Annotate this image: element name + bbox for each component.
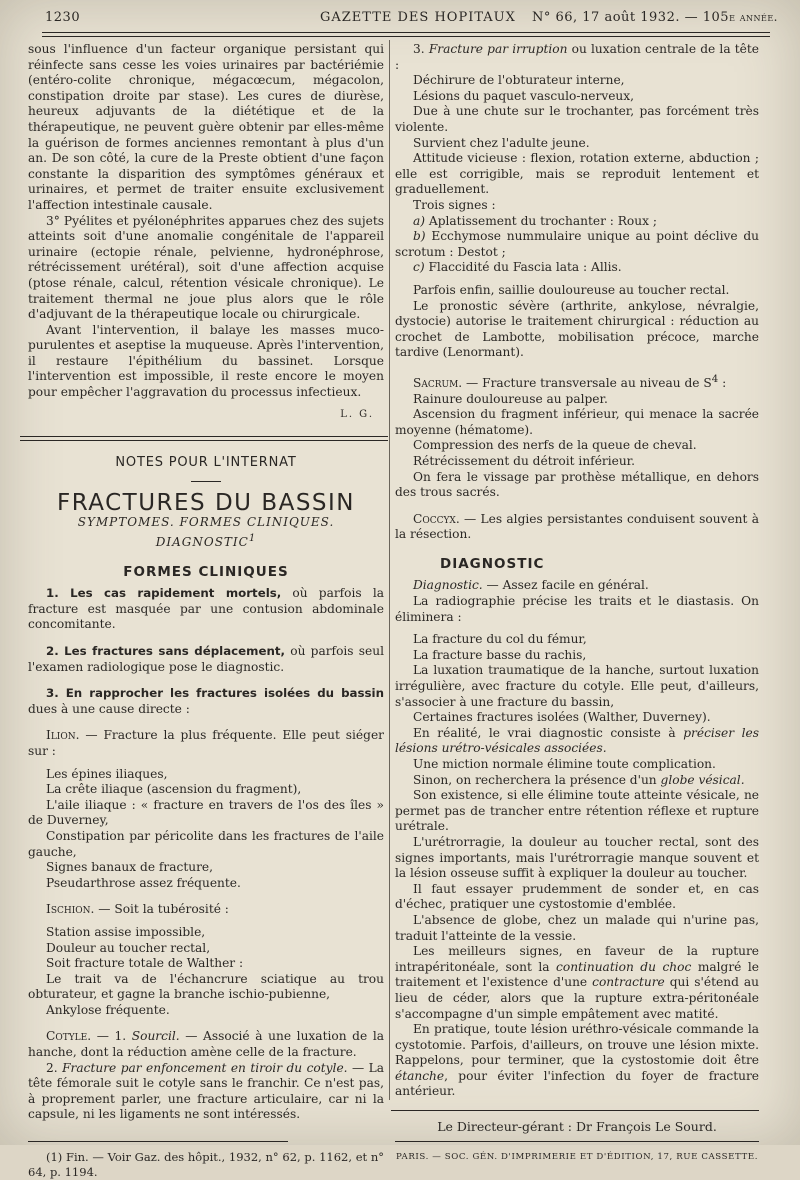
paragraph	[28, 728, 384, 759]
paragraph-text: 3.	[413, 42, 429, 56]
list-line: Rétrécissement du détroit inférieur.	[413, 453, 636, 468]
list-line: Le trait va de l'échancrure sciatique au trou obturateur, et gagne la branche ischio-pubienne,	[28, 971, 384, 1002]
paragraph	[395, 773, 759, 789]
italic-term: contracture	[592, 975, 665, 990]
item-lead: 1. Les cas rapidement mortels,	[46, 586, 282, 601]
paragraph	[395, 1022, 759, 1100]
author-signature: L. G.	[340, 408, 374, 420]
page-number: 1230	[45, 10, 81, 25]
list-label: b)	[413, 229, 426, 244]
item-lead: 3. En rapprocher les fractures isolées du bassin	[46, 686, 384, 701]
italic-term: Fracture par enfoncement en tiroir du cotyle.	[62, 1060, 348, 1075]
paragraph: Il faut essayer prudemment de sonder et, en cas d'échec, pratiquer une cystostomie d'emblée.	[395, 881, 759, 912]
column-separator	[389, 40, 390, 1100]
printer-line: PARIS. — SOC. GÉN. D'IMPRIMERIE ET D'ÉDITION, 17, RUE CASSETTE.	[395, 1151, 759, 1162]
section-kicker: NOTES POUR L'INTERNAT	[115, 455, 297, 471]
list-line: Les épines iliaques,	[46, 766, 168, 781]
subtitle-text: SYMPTOMES. FORMES CLINIQUES. DIAGNOSTIC	[77, 515, 335, 550]
paragraph-text: — 1.	[91, 1029, 132, 1044]
paragraph	[28, 1061, 384, 1123]
list-line	[395, 214, 759, 230]
paragraph-text: — Associé à une luxation de la hanche, dont la réduction amène celle de la fracture.	[28, 1029, 384, 1060]
list-line	[395, 260, 759, 276]
list-line: Due à une chute sur le trochanter, pas forcément très violente.	[395, 104, 759, 134]
issue-year-suffix: e année.	[729, 10, 778, 24]
bone-name: Coccyx.	[413, 511, 460, 526]
list-text: Ecchymose nummulaire unique au point déclive du scrotum : Destot ;	[395, 229, 759, 259]
paragraph-text: En pratique, toute lésion uréthro-vésicale commande la cystotomie. Parfois, d'ailleurs, on trouve une lésion mixte. Rappelons, pour terminer, que la cystostomie doit être	[395, 1022, 759, 1068]
list-line: Survient chez l'adulte jeune.	[413, 135, 590, 150]
list-label: a)	[413, 213, 426, 228]
paragraph: sous l'influence d'un facteur organique persistant qui réinfecte sans cesse les voies urinaires par bactériémie (entéro-colite chronique, mégacœcum, mégacolon, constipation droite par stase). Les cures de diurèse, heureux adjuvants de la diététique et de la thérapeutique, ne peuvent guère obtenir par elles-même la guérison de formes anciennes remontant à plus d'un an. De son côté, la cure de la Preste obtient d'une façon constante la disparition des symptômes généraux et urinaires, et permet de traiter ensuite exclusivement l'affection intestinale causale.	[28, 42, 384, 212]
page-header	[30, 10, 788, 32]
paragraph	[28, 902, 384, 918]
director-credit: Le Directeur-gérant : Dr François Le Sourd.	[437, 1119, 717, 1135]
paragraph	[395, 944, 759, 1022]
list-line: Ankylose fréquente.	[46, 1002, 170, 1017]
paragraph-text: — Les algies persistantes conduisent souvent à la résection.	[395, 511, 759, 542]
paragraph-text: — Fracture transversale au niveau de S	[462, 375, 712, 390]
bone-name: Cotyle.	[46, 1029, 92, 1044]
list-item	[28, 686, 384, 717]
italic-term: étanche	[395, 1068, 445, 1083]
italic-term: continuation du choc	[556, 959, 692, 974]
bone-name: Ilion.	[46, 728, 80, 743]
list-line: La fracture basse du rachis,	[413, 647, 587, 662]
section-divider	[20, 436, 388, 441]
footnote-marker: 1	[248, 533, 257, 545]
paragraph	[395, 372, 759, 392]
list-line: La fracture du col du fémur,	[413, 632, 587, 647]
article-subtitle	[28, 515, 384, 550]
issue-info	[532, 10, 778, 25]
paragraph: Parfois enfin, saillie douloureuse au toucher rectal.	[413, 282, 730, 297]
paragraph-text: — Fracture la plus fréquente. Elle peut siéger sur :	[28, 728, 384, 758]
italic-term: Diagnostic.	[413, 578, 483, 593]
list-item	[28, 644, 384, 675]
paragraph-text: — La tête fémorale suit le cotyle sans le franchir. Ce n'est pas, à proprement parler, une fracture articulaire, car ni la capsule, ni les ligaments ne sont intéressés.	[28, 1060, 384, 1122]
paragraph	[395, 512, 759, 543]
section-heading-formes: FORMES CLINIQUES	[123, 563, 289, 580]
list-line: Ascension du fragment inférieur, qui menace la sacrée moyenne (hématome).	[395, 407, 759, 437]
footnote: (1) Fin. — Voir Gaz. des hôpit., 1932, n° 62, p. 1162, et n° 64, p. 1194.	[28, 1150, 384, 1180]
italic-term: Sourcil.	[131, 1029, 180, 1044]
header-rule	[42, 32, 770, 33]
printer-rule	[395, 1141, 759, 1142]
paragraph-text: Sinon, on recherchera la présence d'un	[413, 772, 661, 787]
list-line: Attitude vicieuse : flexion, rotation externe, abduction ; elle est corrigible, mais se reproduit lentement et graduellement.	[395, 151, 759, 197]
paragraph	[28, 1029, 384, 1060]
list-line: La crête iliaque (ascension du fragment),	[46, 782, 302, 797]
paragraph-text: En réalité, le vrai diagnostic consiste à	[413, 725, 684, 740]
paragraph: L'absence de globe, chez un malade qui n'urine pas, traduit l'atteinte de la vessie.	[395, 912, 759, 943]
paragraph: Son existence, si elle élimine toute atteinte vésicale, ne permet pas de trancher entre rétention réflexe et rupture urétrale.	[395, 788, 759, 834]
list-line: Constipation par péricolite dans les fractures de l'aile gauche,	[28, 828, 384, 859]
paragraph: L'urétrorragie, la douleur au toucher rectal, sont des signes importants, mais l'urétrorragie manque souvent et la lésion osseuse suffit à expliquer la douleur au toucher.	[395, 834, 759, 881]
list-line: Soit fracture totale de Walther :	[46, 956, 244, 971]
item-text: dues à une cause directe :	[28, 701, 190, 716]
italic-term: préciser les lésions urétro-vésicales associées.	[395, 725, 759, 756]
short-rule	[191, 481, 221, 482]
paragraph-text: , pour éviter l'infection du foyer de fracture antérieur.	[395, 1068, 759, 1099]
footnote-rule	[28, 1141, 288, 1142]
paragraph: 3° Pyélites et pyélonéphrites apparues chez des sujets atteints soit d'une anomalie congénitale de l'appareil urinaire (ectopie rénale, pelvienne, hydronéphrose, rétrécissement urétéral), soit d'une affection acquise (ptose rénale, calcul, rétention vésicale chronique). Le traitement thermal ne joue plus alors que le rôle d'adjuvant de la thérapeutique locale ou chirurgicale.	[28, 213, 384, 322]
paragraph-text: qui s'étend au lieu de céder, alors que la rupture extra-péritonéale s'accompagne d'un simple empâtement avec matité.	[395, 975, 759, 1021]
list-line: L'aile iliaque : « fracture en travers de l'os des îles » de Duverney,	[28, 797, 384, 828]
list-line: Douleur au toucher rectal,	[46, 940, 211, 955]
closing-rule	[391, 1110, 759, 1111]
bone-name: Sacrum.	[413, 375, 463, 390]
list-line: On fera le vissage par prothèse métallique, en dehors des trous sacrés.	[395, 469, 759, 500]
list-line: Signes banaux de fracture,	[46, 860, 213, 875]
list-text: Flaccidité du Fascia lata : Allis.	[424, 260, 622, 275]
header-rule-thin	[42, 36, 770, 37]
paragraph-text: Les meilleurs signes, en faveur de la rupture intrapéritonéale, sont la	[395, 944, 759, 974]
list-line: Certaines fractures isolées (Walther, Duverney).	[413, 710, 711, 725]
left-column	[28, 42, 384, 1180]
list-item	[28, 586, 384, 633]
item-lead: 2. Les fractures sans déplacement,	[46, 644, 285, 658]
paragraph-text: malgré le traitement et l'existence d'une	[395, 959, 759, 990]
list-line: Lésions du paquet vasculo-nerveux,	[413, 88, 635, 103]
item-text: où parfois la fracture est masquée par une contusion abdominale concomitante.	[28, 586, 384, 632]
italic-term: Fracture par irruption	[428, 42, 568, 56]
superscript: 4	[711, 373, 719, 385]
list-text: Aplatissement du trochanter : Roux ;	[425, 213, 657, 228]
item-text: où parfois seul l'examen radiologique pose le diagnostic.	[28, 644, 385, 674]
list-line: Pseudarthrose assez fréquente.	[46, 875, 241, 890]
paragraph: La radiographie précise les traits et le diastasis. On éliminera :	[395, 594, 759, 624]
paragraph: Avant l'intervention, il balaye les masses muco-purulentes et aseptise la muqueuse. Après l'intervention, il restaure l'épithélium du bassinet. Lorsque l'intervention est impossible, il reste encore le moyen pour empêcher l'aggravation du processus infectieux.	[28, 322, 384, 400]
italic-term: globe vésical.	[660, 772, 745, 787]
paragraph-text: — Soit la tubérosité :	[94, 902, 229, 917]
paragraph-text: 2.	[46, 1060, 63, 1075]
list-line: Station assise impossible,	[46, 924, 206, 939]
paragraph	[395, 726, 759, 757]
paragraph	[395, 578, 759, 594]
journal-title: GAZETTE DES HOPITAUX	[320, 10, 516, 25]
section-heading-diagnostic: DIAGNOSTIC	[440, 555, 545, 572]
list-line: La luxation traumatique de la hanche, surtout luxation irrégulière, avec fracture du cotyle. Elle peut, d'ailleurs, s'associer à une fracture du bassin,	[395, 663, 759, 709]
right-column	[395, 42, 759, 1165]
paragraph-text: :	[718, 375, 727, 390]
paragraph-text: — Assez facile en général.	[482, 578, 649, 593]
issue-number-date: N° 66, 17 août 1932. — 105	[531, 10, 730, 25]
list-line	[395, 229, 759, 260]
list-line: Déchirure de l'obturateur interne,	[413, 73, 625, 88]
list-line: Rainure douloureuse au palper.	[413, 391, 608, 406]
list-line: Compression des nerfs de la queue de cheval.	[413, 438, 697, 453]
paragraph	[395, 42, 759, 73]
paragraph: Une miction normale élimine toute complication.	[413, 757, 716, 771]
bone-name: Ischion.	[46, 902, 95, 917]
article-title: FRACTURES DU BASSIN	[56, 489, 356, 516]
paragraph: Le pronostic sévère (arthrite, ankylose, névralgie, dystocie) autorise le traitement chirurgical : réduction au crochet de Lambotte, mobilisation précoce, marche tardive (Lenormant).	[395, 298, 759, 360]
list-label: c)	[413, 260, 425, 275]
list-line: Trois signes :	[413, 197, 496, 212]
paragraph-text: ou luxation centrale de la tête :	[395, 42, 759, 72]
